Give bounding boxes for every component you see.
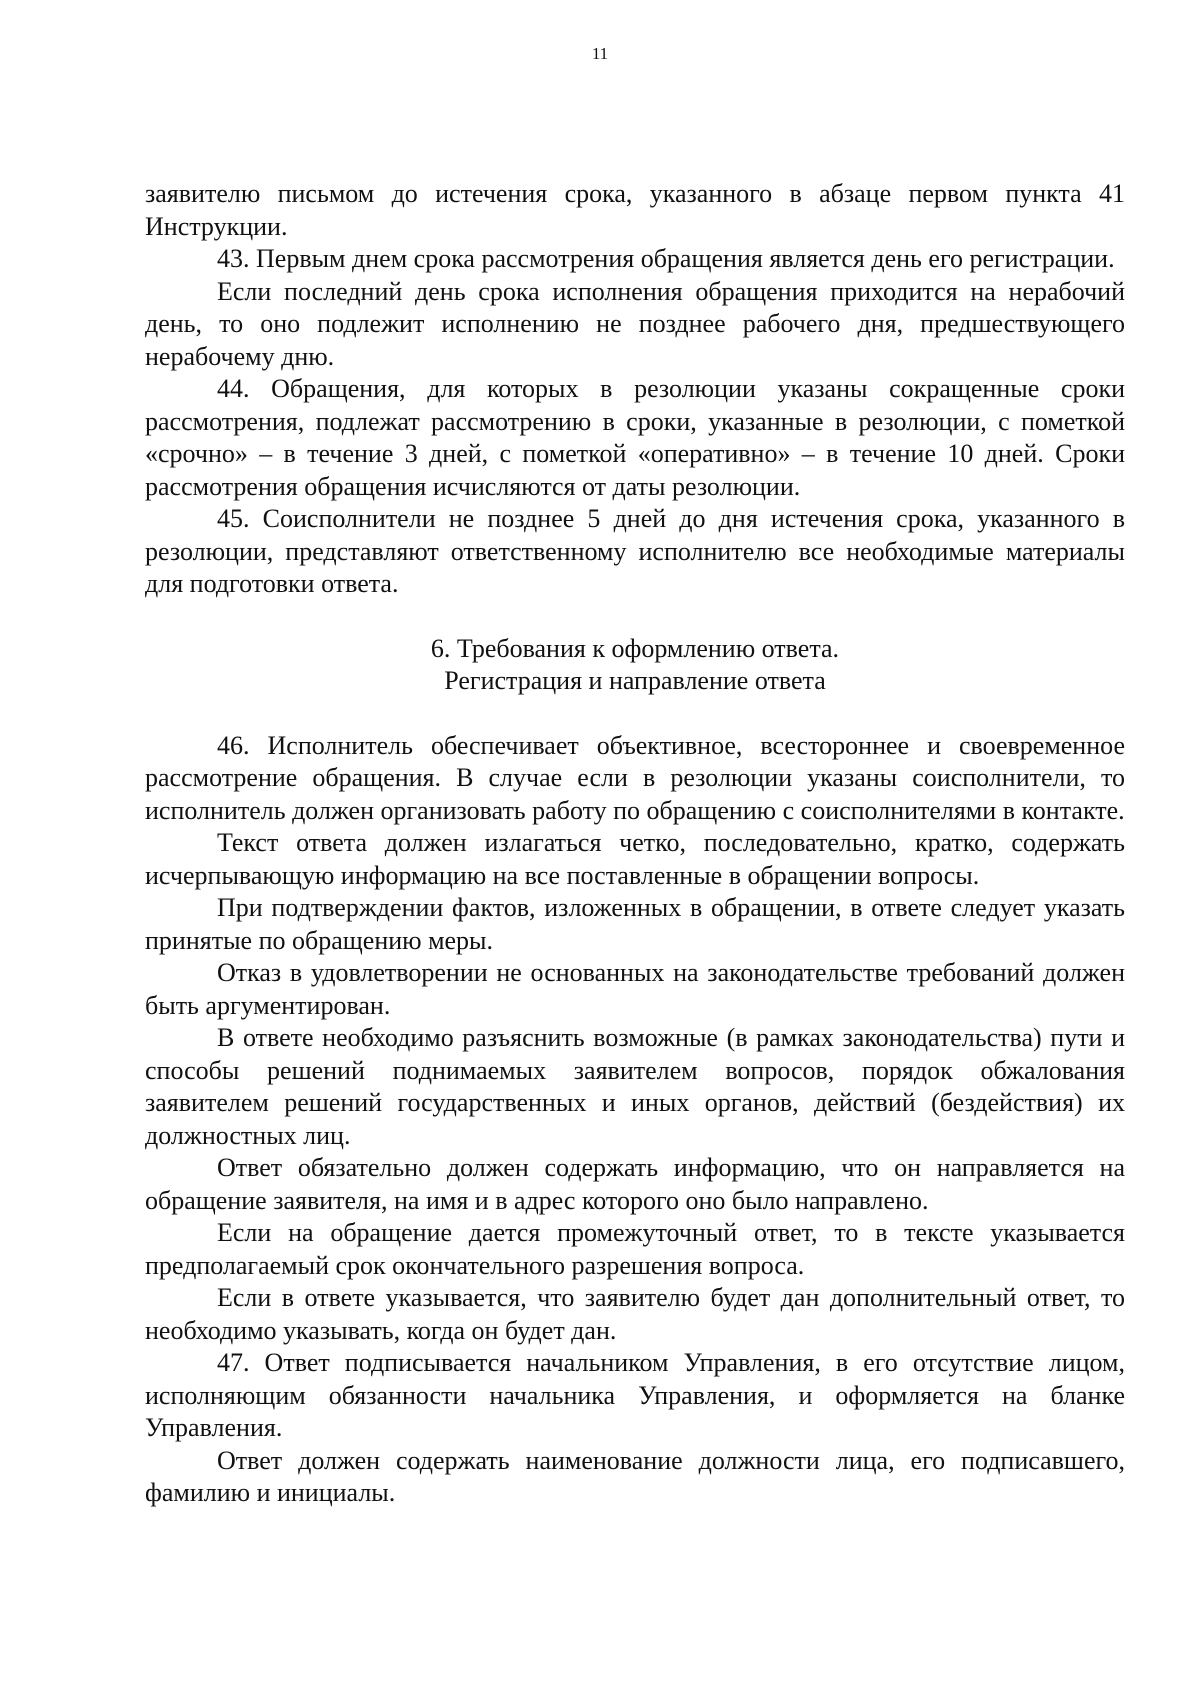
paragraph-43: 43. Первым днем срока рассмотрения обращения является день его регистрации. (217, 244, 1115, 273)
paragraph-44: 44. Обращения, для которых в резолюции указаны сокращенные сроки рассмотрения, подлежат рассмотрению в сроки, указанные в резолюции, с пометкой «срочно» – в течение 3 дней, с пометкой «оперативно» – в течение 10 дней. Сроки рассмотрения обращения исчисляются от даты резолюции. (145, 374, 1125, 501)
paragraph: В ответе необходимо разъяснить возможные (в рамках законодательства) пути и способы решений поднимаемых заявителем вопросов, порядок обжалования заявителем решений государственных и иных органов, действий (бездействия) их должностных лиц. (145, 1023, 1125, 1150)
section-heading (145, 633, 1125, 698)
paragraph: Текст ответа должен излагаться четко, последовательно, кратко, содержать исчерпывающую информацию на все поставленные в обращении вопросы. (145, 828, 1125, 890)
section-title: 6. Требования к оформлению ответа. (430, 633, 840, 663)
paragraph: Если в ответе указывается, что заявителю будет дан дополнительный ответ, то необходимо указывать, когда он будет дан. (145, 1283, 1125, 1345)
section-subtitle: Регистрация и направление ответа (444, 666, 826, 695)
document-body (145, 178, 1125, 1510)
paragraph-45: 45. Соисполнители не позднее 5 дней до дня истечения срока, указанного в резолюции, представляют ответственному исполнителю все необходимые материалы для подготовки ответа. (145, 504, 1125, 598)
paragraph: Ответ должен содержать наименование должности лица, его подписавшего, фамилию и инициалы. (145, 1445, 1125, 1507)
paragraph: Если последний день срока исполнения обращения приходится на нерабочий день, то оно подлежит исполнению не позднее рабочего дня, предшествующего нерабочему дню. (145, 276, 1125, 371)
paragraph-47: 47. Ответ подписывается начальником Управления, в его отсутствие лицом, исполняющим обязанности начальника Управления, и оформляется на бланке Управления. (145, 1348, 1125, 1442)
paragraphs-after (145, 730, 1125, 1510)
paragraph: Если на обращение дается промежуточный ответ, то в тексте указывается предполагаемый срок окончательного разрешения вопроса. (145, 1218, 1125, 1280)
paragraph: заявителю письмом до истечения срока, указанного в абзаце первом пункта 41 Инструкции. (145, 179, 1125, 241)
paragraph-46: 46. Исполнитель обеспечивает объективное, всестороннее и своевременное рассмотрение обращения. В случае если в резолюции указаны соисполнители, то исполнитель должен организовать работу по обращению с соисполнителями в контакте. (145, 730, 1125, 825)
paragraph: Отказ в удовлетворении не основанных на законодательстве требований должен быть аргументирован. (145, 958, 1125, 1020)
page-number: 11 (591, 44, 609, 63)
paragraph: Ответ обязательно должен содержать информацию, что он направляется на обращение заявителя, на имя и в адрес которого оно было направлено. (145, 1153, 1125, 1215)
paragraphs-before (145, 178, 1125, 601)
paragraph: При подтверждении фактов, изложенных в обращении, в ответе следует указать принятые по обращению меры. (145, 893, 1125, 955)
